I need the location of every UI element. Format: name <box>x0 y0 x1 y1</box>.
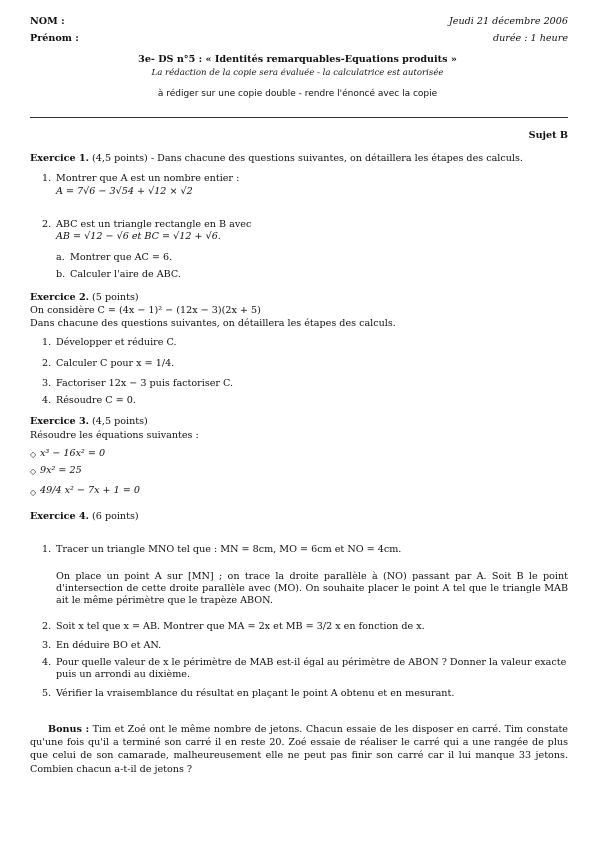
ex1-q2-text: ABC est un triangle rectangle en B avec <box>56 219 252 230</box>
date: Jeudi 21 décembre 2006 <box>448 16 568 27</box>
ex2-item-2-num: 2. <box>42 358 52 369</box>
prenom-label: Prénom : <box>30 33 79 44</box>
duration: durée : 1 heure <box>492 33 568 44</box>
ex1-q1-text: Montrer que A est un nombre entier : <box>56 173 240 184</box>
diamond-bullet-icon: ◇ <box>30 467 37 476</box>
ex2-item-4-num: 4. <box>42 395 52 406</box>
bonus-text: Tim et Zoé ont le même nombre de jetons. Chacun essaie de les disposer en carré. Tim constate qu'une fois qu'il a terminé son carré il en reste 20. Zoé essaie de réaliser le carré qui a une rangée de plus que celui de son camarade, malheureusement elle ne peut pas finir son carré car il lui manque 33 jetons. Combien chacun a-t-il de jetons ? <box>30 724 568 775</box>
ex4-title: Exercice 4. <box>30 511 89 522</box>
header-divider <box>30 117 568 118</box>
exam-instructions: à rédiger sur une copie double - rendre l'énoncé avec la copie <box>157 89 438 99</box>
bonus-paragraph <box>30 723 568 776</box>
exam-subtitle: La rédaction de la copie sera évaluée - la calculatrice est autorisée <box>151 68 444 78</box>
ex1-qa-text: Montrer que AC = 6. <box>70 252 173 263</box>
ex4-paragraph: On place un point A sur [MN] ; on trace la droite parallèle à (NO) passant par A. Soit B le point d'intersection de cette droite parallèle avec (MO). On souhaite placer le point A tel que le triangle MAB ait le même périmètre que le trapèze ABON. <box>56 571 568 606</box>
ex1-q1-formula: A = 7√6 − 3√54 + √12 × √2 <box>56 186 193 197</box>
ex2-item-4: Résoudre C = 0. <box>56 395 136 406</box>
diamond-bullet-icon: ◇ <box>30 488 37 497</box>
ex1-qb-num: b. <box>56 269 66 280</box>
ex4-q5: Vérifier la vraisemblance du résultat en plaçant le point A obtenu et en mesurant. <box>56 688 455 699</box>
ex2-item-1: Développer et réduire C. <box>56 337 177 348</box>
ex4-q4: Pour quelle valeur de x le périmètre de MAB est-il égal au périmètre de ABON ? Donner la valeur exacte puis un arrondi au dixième. <box>56 657 567 680</box>
ex4-q1: Tracer un triangle MNO tel que : MN = 8cm, MO = 6cm et NO = 4cm. <box>56 544 402 555</box>
nom-label: NOM : <box>30 16 65 27</box>
ex2-item-3: Factoriser 12x − 3 puis factoriser C. <box>56 378 234 389</box>
ex1-q1-num: 1. <box>42 173 52 184</box>
ex3-eq2: 9x² = 25 <box>40 465 82 476</box>
exam-title: 3e- DS n°5 : « Identités remarquables-Equations produits » <box>138 54 457 65</box>
ex2-points: (5 points) <box>92 292 139 303</box>
ex1-qa-num: a. <box>56 252 65 263</box>
ex1-q2-formula: AB = √12 − √6 et BC = √12 + √6. <box>56 231 221 242</box>
ex3-heading <box>30 416 568 428</box>
ex3-intro: Résoudre les équations suivantes : <box>30 430 199 441</box>
exam-page: NOM : Prénom : Jeudi 21 décembre 2006 durée : 1 heure 3e- DS n°5 : « Identités remarquables-Equations produits » La rédaction de la copie sera évaluée - la calculatrice est autorisée à rédiger sur une copie double - rendre l'énoncé avec la copie Sujet B Exercice 1. (4,5 points) - Dans chacune des questions suivantes, on détaillera les étapes des calculs. 1. Montrer que A est un nombre entier : A = 7√6 − 3√54 + √12 × √2 2. ABC est un triangle rectangle en B avec AB = √12 − √6 et BC = √12 + √6. a. Montrer que AC = 6. b. Calculer l'aire de ABC. Exercice 2. (5 points) On considère C = (4x − 1)² − (12x − 3)(2x + 5) Dans chacune des questions suivantes, on détaillera les étapes des calculs. 1. Développer et réduire C. 2. Calculer C pour x = 1/4. 3. Factoriser 12x − 3 puis factoriser C. 4. Résoudre C = 0. Exercice 3. (4,5 points) Résoudre les équations suivantes : ◇ x³ − 16x² = 0 ◇ 9x² = 25 ◇ 49/4 x² − 7x + 1 = 0 Exercice 4. (6 points) 1. Tracer un triangle MNO tel que : MN = 8cm, MO = 6cm et NO = 4cm. On place un point A sur [MN] ; on trace la droite parallèle à (NO) passant par A. Soit B le point d'intersection de cette droite parallèle avec (MO). On souhaite placer le point A tel que le triangle MAB ait le même périmètre que le trapèze ABON. 2. Soit x tel que x = AB. Montrer que MA = 2x et MB = 3/2 x en fonction de x. 3. En déduire BO et AN. 4. Pour quelle valeur de x le périmètre de MAB est-il égal au périmètre de ABON ? Donner la valeur exacte puis un arrondi au dixième. 5. Vérifier la vraisemblance du résultat en plaçant le point A obtenu et en mesurant. Bonus : Tim et Zoé ont le même nombre de jetons. Chacun essaie de les disposer en carré. Tim constate qu'une fois qu'il a terminé son carré il en reste 20. Zoé essaie de réaliser le carré qui a une rangée de plus que celui de son camarade, malheureusement elle ne peut pas finir son carré car il lui manque 33 jetons. Combien chacun a-t-il de jetons ? <box>0 0 595 842</box>
ex2-item-2: Calculer C pour x = 1/4. <box>56 358 175 369</box>
ex3-title: Exercice 3. <box>30 416 89 427</box>
ex1-q2-num: 2. <box>42 219 52 230</box>
ex1-heading <box>30 153 568 165</box>
ex3-points: (4,5 points) <box>92 416 148 427</box>
ex4-heading <box>30 511 568 523</box>
ex4-q3: En déduire BO et AN. <box>56 640 162 651</box>
ex1-qb-text: Calculer l'aire de ABC. <box>70 269 181 280</box>
ex4-q2: Soit x tel que x = AB. Montrer que MA = 2x et MB = 3/2 x en fonction de x. <box>56 621 425 632</box>
ex3-eq1: x³ − 16x² = 0 <box>40 448 106 459</box>
ex4-points: (6 points) <box>92 511 139 522</box>
ex2-intro: On considère C = (4x − 1)² − (12x − 3)(2x + 5) <box>30 305 261 316</box>
diamond-bullet-icon: ◇ <box>30 450 37 459</box>
ex2-title: Exercice 2. <box>30 292 89 303</box>
ex3-eq3: 49/4 x² − 7x + 1 = 0 <box>40 485 140 496</box>
ex2-intro2: Dans chacune des questions suivantes, on détaillera les étapes des calculs. <box>30 318 396 329</box>
bonus-label: Bonus : <box>48 724 90 735</box>
ex2-item-1-num: 1. <box>42 337 52 348</box>
ex1-title: Exercice 1. <box>30 153 89 164</box>
ex1-points: (4,5 points) - Dans chacune des questions suivantes, on détaillera les étapes des calculs. <box>92 153 523 164</box>
ex2-heading <box>30 292 568 304</box>
sujet-label: Sujet B <box>528 130 568 141</box>
ex2-item-3-num: 3. <box>42 378 52 389</box>
